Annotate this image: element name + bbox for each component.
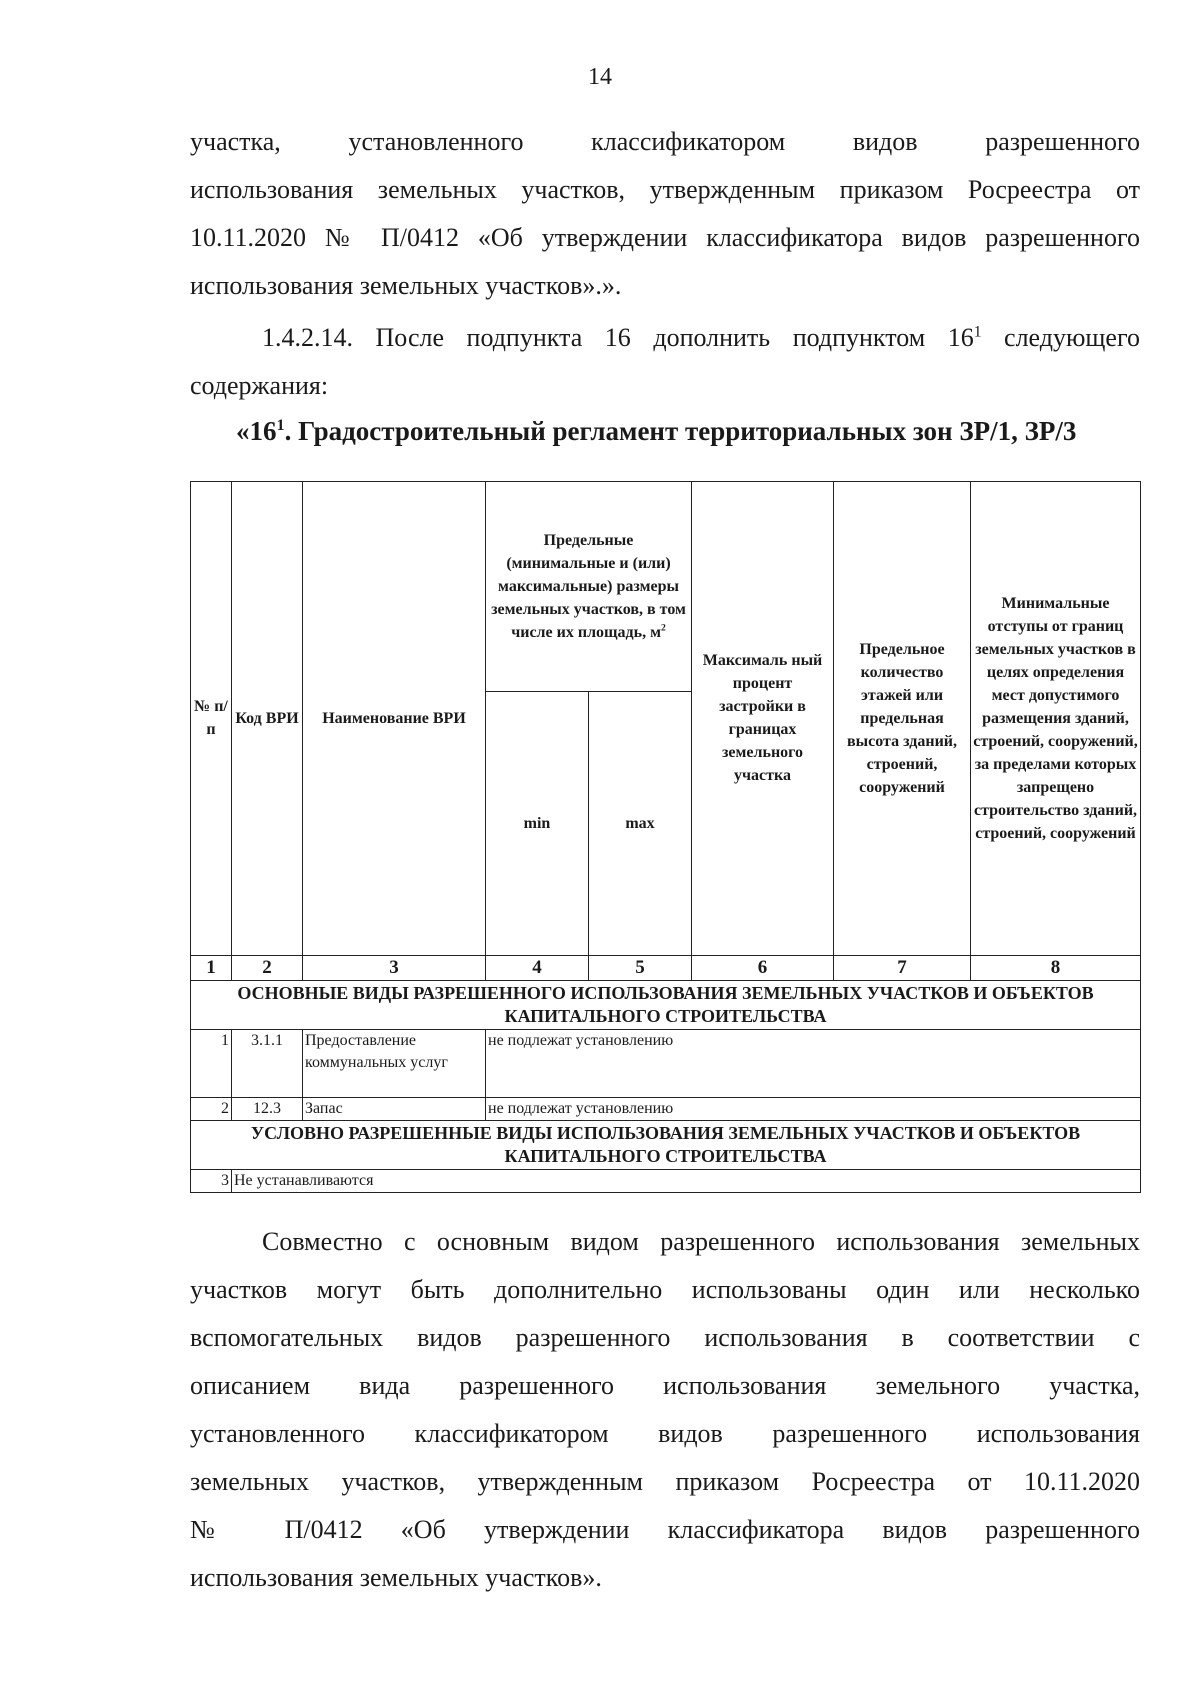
intro-paragraph bbox=[190, 118, 1140, 310]
column-number: 2 bbox=[232, 955, 303, 980]
header-name: Наименование ВРИ bbox=[303, 482, 486, 956]
closing-line: Совместно с основным видом разрешенного использования земельных bbox=[262, 1227, 1140, 1256]
clause-text-after: следующего содержания: bbox=[190, 323, 1140, 400]
closing-line: земельных участков, утвержденным приказом Росреестра от 10.11.2020 bbox=[190, 1467, 1140, 1496]
header-percent: Максималь ный процент застройки в границах земельного участка bbox=[692, 482, 834, 956]
closing-line: вспомогательных видов разрешенного использования в соответствии с bbox=[190, 1323, 1140, 1352]
column-number: 6 bbox=[692, 955, 834, 980]
table-row bbox=[191, 1169, 1141, 1192]
header-min: min bbox=[486, 691, 589, 955]
table-row bbox=[191, 1098, 1141, 1121]
heading-title: . Градостроительный регламент территориальных зон ЗР/1, ЗР/3 bbox=[284, 416, 1077, 446]
intro-line-last: использования земельных участков».». bbox=[190, 271, 622, 300]
row-num: 3 bbox=[191, 1169, 232, 1192]
header-floors: Предельное количество этажей или предельная высота зданий, строений, сооружений bbox=[834, 482, 971, 956]
column-number: 1 bbox=[191, 955, 232, 980]
header-size-group bbox=[486, 482, 692, 692]
header-setbacks: Минимальные отступы от границ земельных участков в целях определения мест допустимого размещения зданий, строений, сооружений, за пределами которых запрещено строительство зданий, строений, сооружений bbox=[971, 482, 1141, 956]
row-num: 2 bbox=[191, 1098, 232, 1121]
header-size-sup: 2 bbox=[661, 622, 666, 634]
section-conditional: УСЛОВНО РАЗРЕШЕННЫЕ ВИДЫ ИСПОЛЬЗОВАНИЯ ЗЕМЕЛЬНЫХ УЧАСТКОВ И ОБЪЕКТОВ КАПИТАЛЬНОГО СТРОИТЕЛЬСТВА bbox=[191, 1121, 1141, 1169]
closing-line: № П/0412 «Об утверждении классификатора видов разрешенного bbox=[190, 1515, 1140, 1544]
closing-paragraph bbox=[190, 1218, 1140, 1602]
closing-line: установленного классификатором видов разрешенного использования bbox=[190, 1419, 1140, 1448]
intro-line: 10.11.2020 № П/0412 «Об утверждении классификатора видов разрешенного bbox=[190, 223, 1140, 252]
clause-sup: 1 bbox=[973, 323, 982, 341]
clause-paragraph bbox=[190, 314, 1140, 410]
column-number: 8 bbox=[971, 955, 1141, 980]
closing-line: описанием вида разрешенного использования земельного участка, bbox=[190, 1371, 1140, 1400]
regulation-table bbox=[190, 481, 1141, 1193]
row-value: не подлежат установлению bbox=[486, 1098, 1141, 1121]
intro-line: участка, установленного классификатором видов разрешенного bbox=[190, 127, 1140, 156]
clause-text: 1.4.2.14. После подпункта 16 дополнить подпунктом 16 bbox=[262, 323, 974, 352]
closing-line-last: использования земельных участков». bbox=[190, 1563, 602, 1592]
section-heading bbox=[236, 416, 1136, 447]
row-name: Запас bbox=[303, 1098, 486, 1121]
header-num: № п/п bbox=[191, 482, 232, 956]
header-max: max bbox=[589, 691, 692, 955]
table-row bbox=[191, 1029, 1141, 1098]
section-main: ОСНОВНЫЕ ВИДЫ РАЗРЕШЕННОГО ИСПОЛЬЗОВАНИЯ ЗЕМЕЛЬНЫХ УЧАСТКОВ И ОБЪЕКТОВ КАПИТАЛЬНОГО СТРОИТЕЛЬСТВА bbox=[191, 981, 1141, 1029]
intro-line: использования земельных участков, утвержденным приказом Росреестра от bbox=[190, 175, 1140, 204]
row-text: Не устанавливаются bbox=[232, 1169, 1141, 1192]
column-number: 4 bbox=[486, 955, 589, 980]
row-name: Предоставление коммунальных услуг bbox=[303, 1029, 486, 1098]
closing-line: участков могут быть дополнительно использованы один или несколько bbox=[190, 1275, 1140, 1304]
row-num: 1 bbox=[191, 1029, 232, 1098]
column-number-row bbox=[191, 955, 1141, 980]
header-row bbox=[191, 482, 1141, 692]
row-code: 3.1.1 bbox=[232, 1029, 303, 1098]
header-size-text: Предельные (минимальные и (или) максимальные) размеры земельных участков, в том числе их площадь, м bbox=[491, 531, 686, 641]
row-code: 12.3 bbox=[232, 1098, 303, 1121]
row-value: не подлежат установлению bbox=[486, 1029, 1141, 1098]
heading-start: «16 bbox=[236, 416, 277, 446]
header-code: Код ВРИ bbox=[232, 482, 303, 956]
section-main-row bbox=[191, 981, 1141, 1029]
column-number: 5 bbox=[589, 955, 692, 980]
column-number: 7 bbox=[834, 955, 971, 980]
section-conditional-row bbox=[191, 1121, 1141, 1169]
page-number: 14 bbox=[588, 64, 612, 90]
column-number: 3 bbox=[303, 955, 486, 980]
heading-sup: 1 bbox=[276, 416, 285, 434]
